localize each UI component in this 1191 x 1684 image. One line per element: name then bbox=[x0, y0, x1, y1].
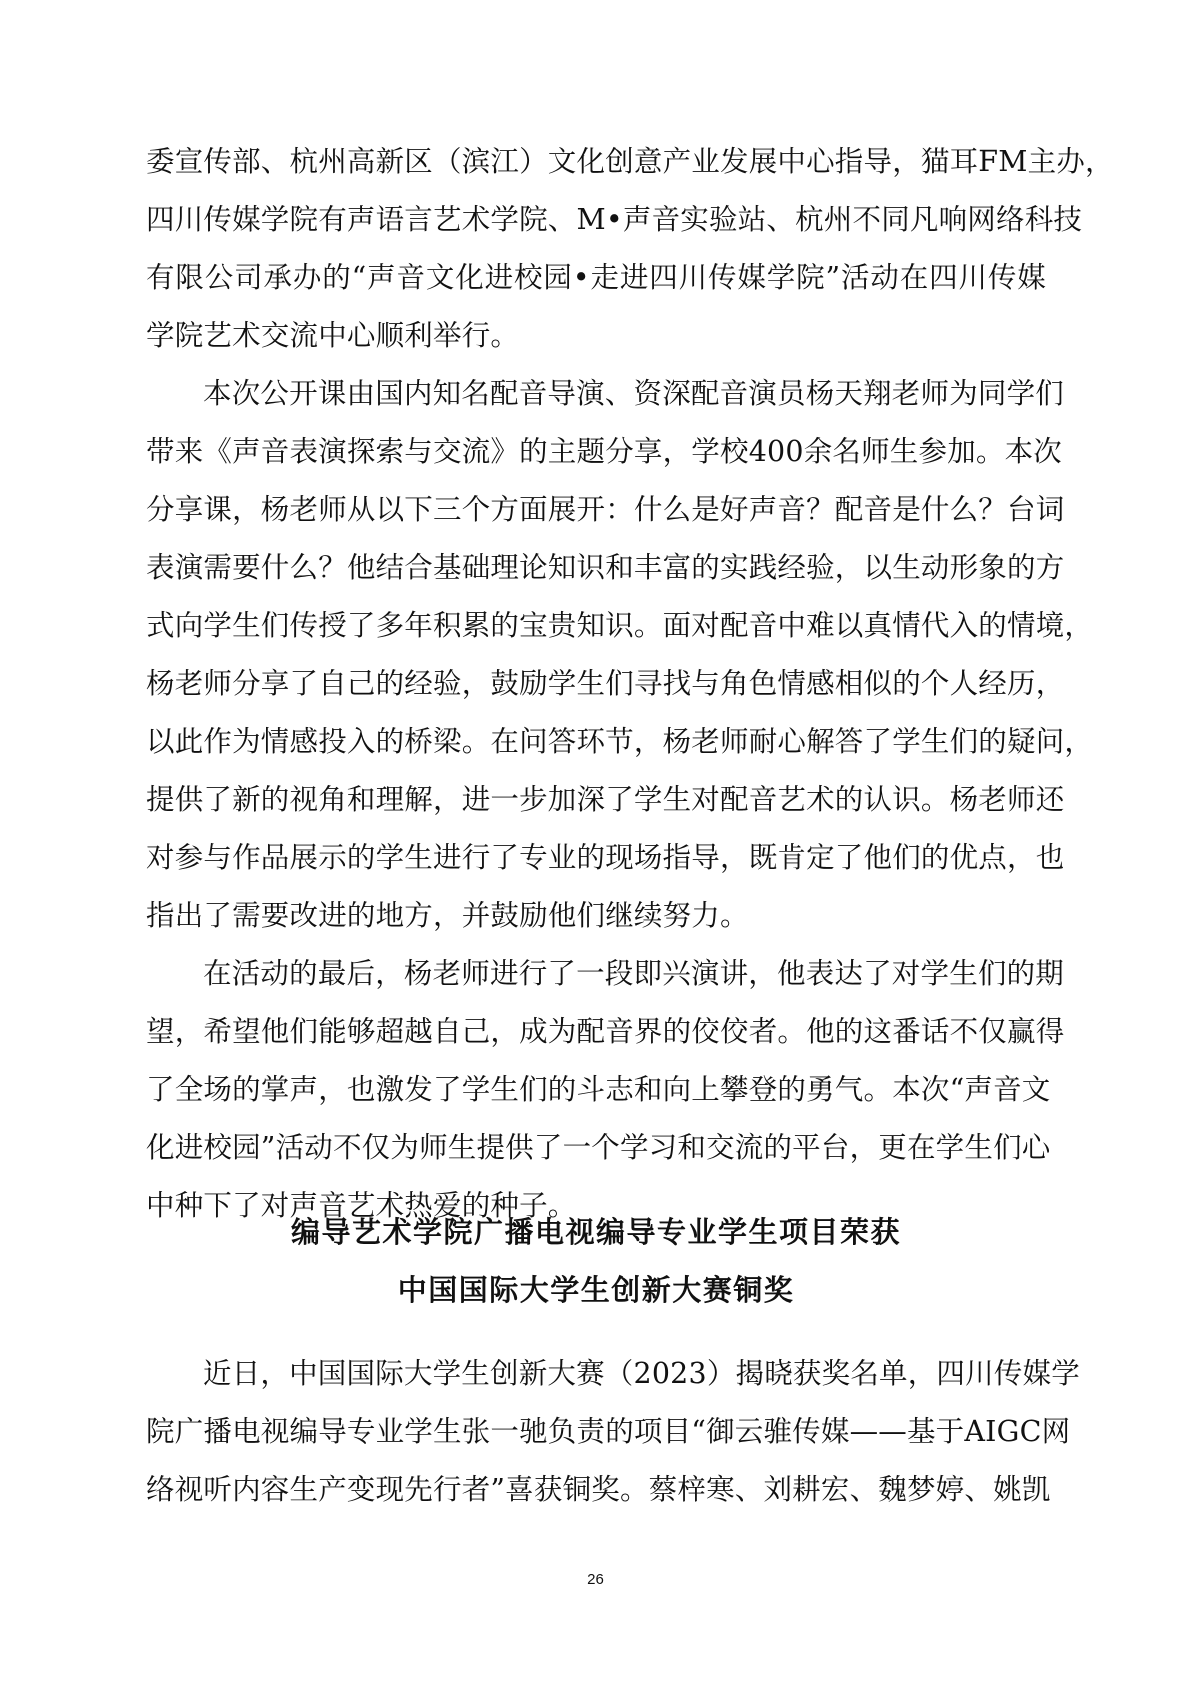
text-line: 有限公司承办的“声音文化进校园•走进四川传媒学院”活动在四川传媒 bbox=[146, 261, 1046, 294]
text-line: 院广播电视编导专业学生张一驰负责的项目“御云骓传媒——基于AIGC网 bbox=[146, 1415, 1071, 1448]
text-line: 络视听内容生产变现先行者”喜获铜奖。蔡梓寒、刘耕宏、魏梦婷、姚凯 bbox=[146, 1473, 1051, 1506]
text-line: 带来《声音表演探索与交流》的主题分享，学校400余名师生参加。本次 bbox=[146, 435, 1062, 468]
article-title-line-2: 中国国际大学生创新大赛铜奖 bbox=[397, 1273, 795, 1307]
text-line: 四川传媒学院有声语言艺术学院、M•声音实验站、杭州不同凡响网络科技 bbox=[146, 203, 1083, 236]
article-title-line-1: 编导艺术学院广播电视编导专业学生项目荣获 bbox=[290, 1215, 901, 1249]
text-line: 以此作为情感投入的桥梁。在问答环节，杨老师耐心解答了学生们的疑问， bbox=[146, 725, 1094, 758]
text-line: 望，希望他们能够超越自己，成为配音界的佼佼者。他的这番话不仅赢得 bbox=[146, 1015, 1065, 1048]
text-line: 对参与作品展示的学生进行了专业的现场指导，既肯定了他们的优点，也 bbox=[146, 841, 1065, 874]
text-line: 化进校园”活动不仅为师生提供了一个学习和交流的平台，更在学生们心 bbox=[146, 1131, 1051, 1164]
text-line: 提供了新的视角和理解，进一步加深了学生对配音艺术的认识。杨老师还 bbox=[146, 783, 1065, 816]
text-line: 委宣传部、杭州高新区（滨江）文化创意产业发展中心指导，猫耳FM主办， bbox=[146, 145, 1114, 178]
text-line: 在活动的最后，杨老师进行了一段即兴演讲，他表达了对学生们的期 bbox=[203, 957, 1065, 990]
text-line: 本次公开课由国内知名配音导演、资深配音演员杨天翔老师为同学们 bbox=[203, 377, 1065, 410]
text-line: 表演需要什么？他结合基础理论知识和丰富的实践经验，以生动形象的方 bbox=[146, 551, 1065, 584]
text-line: 学院艺术交流中心顺利举行。 bbox=[146, 319, 520, 352]
text-line: 近日，中国国际大学生创新大赛（2023）揭晓获奖名单，四川传媒学 bbox=[203, 1357, 1080, 1390]
text-line: 中种下了对声音艺术热爱的种子。 bbox=[146, 1189, 577, 1222]
text-line: 式向学生们传授了多年积累的宝贵知识。面对配音中难以真情代入的情境， bbox=[146, 609, 1094, 642]
page-number: 26 bbox=[587, 1571, 604, 1588]
text-line: 了全场的掌声，也激发了学生们的斗志和向上攀登的勇气。本次“声音文 bbox=[146, 1073, 1051, 1106]
text-line: 杨老师分享了自己的经验，鼓励学生们寻找与角色情感相似的个人经历， bbox=[146, 667, 1065, 700]
text-line: 分享课，杨老师从以下三个方面展开：什么是好声音？配音是什么？台词 bbox=[146, 493, 1065, 526]
text-line: 指出了需要改进的地方，并鼓励他们继续努力。 bbox=[146, 899, 749, 932]
